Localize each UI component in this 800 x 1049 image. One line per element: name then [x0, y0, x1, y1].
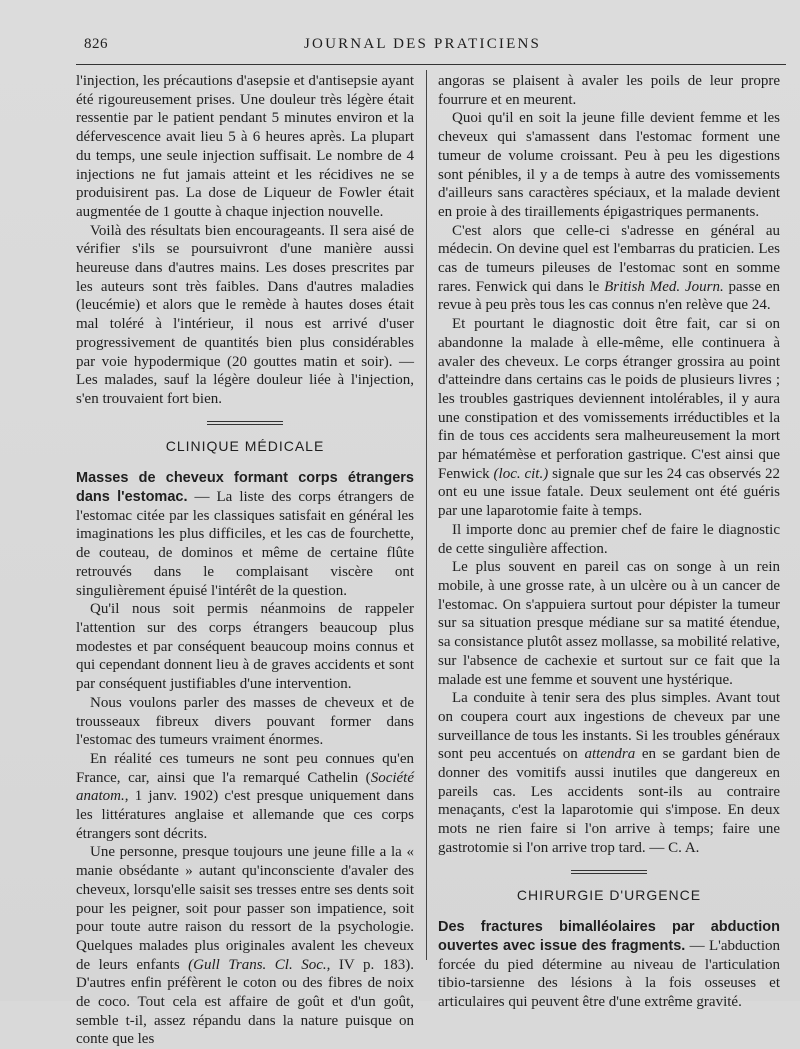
- paragraph: [438, 315, 780, 521]
- paragraph: [438, 222, 780, 316]
- paragraph: [76, 843, 414, 1049]
- paragraph: [438, 689, 780, 857]
- paragraph: Voilà des résultats bien encourageants. Il sera aisé de vérifier s'ils se poursuivront d'une manière aussi heureuse dans d'autres mains. Les doses prescrites par les auteurs sont très faibles. Dans d'autres maladies (leucémie) et alors que le remède à hautes doses était mal toléré à l'intérieur, il nous est arrivé d'user progressivement de quantités bien plus considérables par voie hypodermique (20 gouttes matin et soir). — Les malades, sauf la légère douleur liée à l'injection, s'en trouvaient fort bien.: [76, 222, 414, 407]
- paragraph-text: Une personne, presque toujours une jeune fille a la « manie obsédante » autant qu'inconsciente d'avaler des cheveux, lorsqu'elle saisit ses tresses entre ses dents soit pour les peigner, soit pour passer son impatience, soit pour toute autre raison du ressort de la psychologie. Quelques malades plus originales avalent les cheveux de leurs enfants: [76, 844, 414, 973]
- section-separator: [207, 421, 283, 425]
- paragraph: [76, 469, 414, 600]
- paragraph-text: — La liste des corps étrangers de l'estomac citée par les classiques satisfait en général les imaginations les plus difficiles, et les cas de fourchette, de couteau, de dominos et même de certaine flûte retrouvés dans le complaisant viscère ont singulièrement épuisé l'intérêt de la question.: [76, 489, 414, 599]
- section-title-clinique-medicale: CLINIQUE MÉDICALE: [165, 437, 325, 454]
- right-column: [438, 72, 780, 1012]
- journal-title: JOURNAL DES PRATICIENS: [304, 36, 542, 52]
- section-title-chirurgie-urgence: CHIRURGIE D'URGENCE: [516, 886, 702, 903]
- paragraph-text: — L'abduction forcée du pied détermine au niveau de l'articulation tibio-tarsienne des lésions à la fois osseuses et articulaires qui peuvent être d'une extrême gravité.: [438, 937, 780, 1011]
- paragraph-text: , 1 janv. 1902) c'est presque uniquement dans les littératures anglaise et allemande que ces corps étrangers sont décrits.: [76, 788, 414, 842]
- paragraph: [76, 750, 414, 844]
- paragraph: Il importe donc au premier chef de faire le diagnostic de cette singulière affection.: [438, 521, 780, 557]
- citation: (loc. cit.): [493, 465, 549, 482]
- page-number: 826: [84, 36, 108, 52]
- citation: Société anatom.: [76, 769, 414, 805]
- paragraph-text: C'est alors que celle-ci s'adresse en général au médecin. On devine quel est l'embarras du praticien. Les cas de tumeurs pileuses de l'estomac sont en somme rares. Fenwick qui dans le: [438, 222, 780, 295]
- paragraph: [438, 918, 780, 1012]
- left-column: [76, 72, 414, 1049]
- paragraph-text: La conduite à tenir sera des plus simples. Avant tout on coupera court aux ingestions de cheveux par une surveillance de tous les instants. Si les troubles généraux sont peu accentués on: [438, 690, 780, 763]
- paragraph: angoras se plaisent à avaler les poils de leur propre fourrure et en meurent.: [438, 73, 780, 108]
- paragraph: Qu'il nous soit permis néanmoins de rappeler l'attention sur des corps étrangers beaucoup plus modestes et par conséquent beaucoup moins connus et qui cependant donnent lieu à de graves accidents et sont par conséquent justifiables d'une intervention.: [76, 601, 414, 693]
- paragraph: Nous voulons parler des masses de cheveux et de trousseaux fibreux divers pouvant former dans l'estomac des tumeurs vraiment énormes.: [76, 694, 414, 749]
- header-rule: [76, 64, 786, 65]
- page-header: [84, 36, 784, 62]
- article-lead: Masses de cheveux formant corps étrangers dans l'estomac.: [76, 470, 414, 506]
- paragraph: Le plus souvent en pareil cas on songe à un rein mobile, à une grosse rate, à un ulcère ou à un cancer de l'estomac. On s'appuiera surtout pour dépister la tumeur sur sa situation presque médiane sur sa matité étendue, sa consistance plutôt assez mollasse, sa mobilité relative, sur l'absence de cachexie et surtout sur ce fait que la malade est une femme et souvent une hystérique.: [438, 559, 780, 688]
- paragraph: l'injection, les précautions d'asepsie et d'antisepsie ayant été rigoureusement prises. Une douleur très légère était ressentie par le patient pendant 5 minutes environ et la défervescence avait lieu 5 à 6 heures après. La plupart du temps, une seule injection suffisait. Le nombre de 4 injections ne fut jamais atteint et les récidives ne se produisirent pas. La dose de Liqueur de Fowler était augmentée de 1 goutte à chaque injection nouvelle.: [76, 73, 414, 220]
- citation: British Med. Journ.: [604, 278, 724, 295]
- paragraph-text: en se gardant bien de donner des vomitifs aussi inutiles que dangereux en pareils cas. Les accidents sont-ils au contraire menaçants, c'est la laparotomie qui s'impose. En deux mots ne rien faire si l'on arrive à temps; faire une gastrotomie si l'on arrive trop tard. — C. A.: [438, 746, 780, 856]
- paragraph-text: IV p. 183). D'autres enfin préfèrent le coton ou des fibres de noix de coco. Tout cela est affaire de goût et d'un goût, semble t-il, assez répandu dans la nature puisque on conte que les: [76, 956, 414, 1048]
- column-divider: [426, 70, 427, 960]
- paragraph-text: signale que sur les 24 cas observés 22 ont eu une issue fatale. Deux seulement ont été guéris par une laparotomie faite à temps.: [438, 465, 780, 520]
- paragraph-text: passe en revue à peu près tous les cas connus n'en relève que 24.: [438, 278, 780, 314]
- section-separator: [571, 870, 647, 874]
- paragraph: Quoi qu'il en soit la jeune fille devient femme et les cheveux qui s'amassent dans l'estomac forment une tumeur de volume croissant. Peu à peu les digestions sont pénibles, il y a de temps à autre des vomissements d'ailleurs sans caractères spéciaux, et la malade devient en proie à des tiraillements épigastriques permanents.: [438, 110, 780, 220]
- paragraph-text: En réalité ces tumeurs ne sont peu connues qu'en France, car, ainsi que l'a remarqué Cathelin (: [76, 750, 414, 786]
- emphasis: attendra: [584, 746, 636, 763]
- paragraph-text: Et pourtant le diagnostic doit être fait, car si on abandonne la malade à elle-même, elle continuera à avaler des cheveux. Le corps étranger grossira au point d'atteindre dans certains cas le poids de plusieurs livres ; les troubles gastriques deviennent intolérables, il y aura une constipation et des vomissements irréductibles et la fin de tous ces accidents sera malheureusement la mort par hématémèse et perforation gastrique. C'est ainsi que Fenwick: [438, 316, 780, 482]
- citation: (Gull Trans. Cl. Soc.,: [188, 956, 331, 973]
- article-lead: Des fractures bimalléolaires par abduction ouvertes avec issue des fragments.: [438, 919, 780, 954]
